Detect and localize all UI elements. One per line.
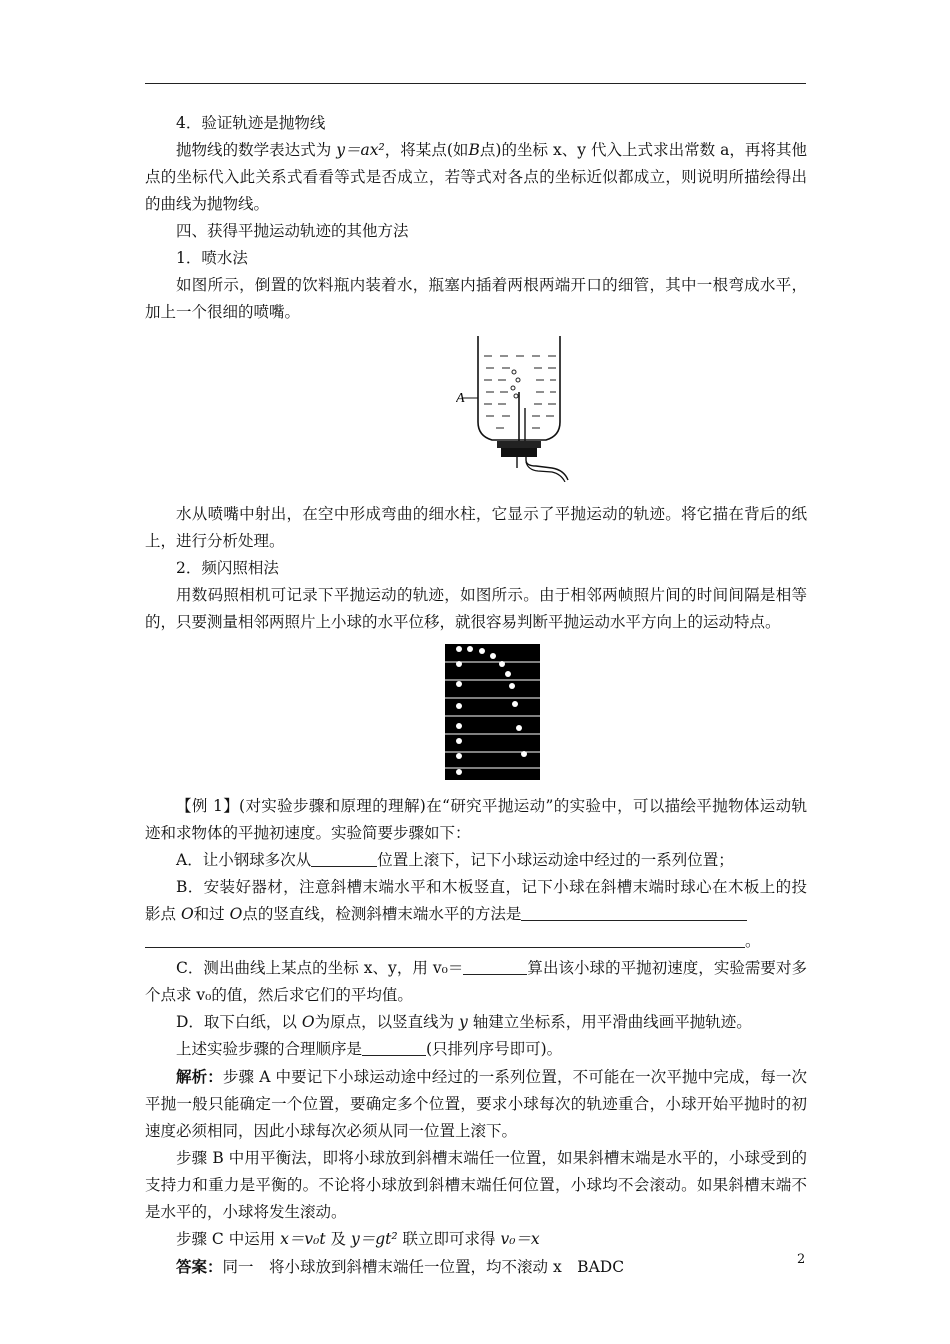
answer-paragraph: 答案：同一 将小球放到斜槽末端任一位置，均不滚动 x BADC bbox=[176, 1257, 625, 1276]
step-a: A．让小钢球多次从 位置上滚下，记下小球运动途中经过的一系列位置； bbox=[176, 851, 734, 869]
section4-heading: 4．验证轨迹是抛物线 bbox=[176, 114, 326, 132]
analysis-paragraph-1: 解析：步骤 A 中要记下小球运动途中经过的一系列位置，不可能在一次平抛中完成，每一次平抛一般只能确定一个位置，要确定多个位置，要求小球每次的轨迹重合，小球开始平抛时的初速度必须相同，因此小球每次必须从同一位置上滚下。 bbox=[145, 1067, 807, 1140]
analysis-paragraph-3: 步骤 C 中运用 x＝v₀t 及 y＝gt² 联立即可求得 v₀＝x bbox=[176, 1230, 540, 1248]
analysis-paragraph-2: 步骤 B 中用平衡法，即将小球放到斜槽末端任一位置，如果斜槽末端是水平的，小球受到的支持力和重力是平衡的。不论将小球放到斜槽末端任何位置，小球均不会滚动。如果斜槽末端不是水平的，小球将发生滚动。 bbox=[145, 1149, 807, 1221]
step-b-continuation: 。 bbox=[145, 928, 807, 955]
method1-after-paragraph: 水从喷嘴中射出，在空中形成弯曲的细水柱，它显示了平抛运动的轨迹。将它描在背后的纸上，进行分析处理。 bbox=[145, 505, 807, 550]
method1-heading: 1．喷水法 bbox=[176, 249, 248, 267]
page-number: 2 bbox=[797, 1252, 806, 1267]
document-body bbox=[145, 110, 807, 1281]
bottle-label-a: A bbox=[456, 391, 465, 406]
strobe-photo-figure bbox=[445, 644, 540, 780]
step-d: D．取下白纸，以 O为原点，以竖直线为 y 轴建立坐标系，用平滑曲线画平抛轨迹。 bbox=[176, 1013, 752, 1031]
section4-paragraph: 抛物线的数学表达式为 y＝ax²，将某点(如B点)的坐标 x、y 代入上式求出常数 a，再将其他点的坐标代入此关系式看看等式是否成立，若等式对各点的坐标近似都成立，则说明所描绘得出的曲线为抛物线。 bbox=[145, 141, 808, 213]
step-b: B．安装好器材，注意斜槽末端水平和木板竖直，记下小球在斜槽末端时球心在木板上的投影点 O和过 O点的竖直线，检测斜槽末端水平的方法是 bbox=[145, 878, 807, 923]
answer-label: 答案： bbox=[176, 1257, 223, 1276]
example1-paragraph: 【例 1】(对实验步骤和原理的理解)在“研究平抛运动”的实验中，可以描绘平抛物体运动轨迹和求物体的平抛初速度。实验简要步骤如下： bbox=[145, 797, 807, 842]
method2-heading: 2．频闪照相法 bbox=[176, 559, 279, 577]
water-bottle-figure bbox=[456, 332, 586, 482]
step-b-blank-2[interactable] bbox=[145, 931, 745, 948]
step-a-blank[interactable] bbox=[311, 850, 377, 867]
step-c: C．测出曲线上某点的坐标 x、y，用 v₀＝ 算出该小球的平抛初速度，实验需要对多个点求 v₀的值，然后求它们的平均值。 bbox=[145, 959, 807, 1004]
method2-paragraph: 用数码照相机可记录下平抛运动的轨迹，如图所示。由于相邻两帧照片间的时间间隔是相等的，只要测量相邻两照片上小球的水平位移，就很容易判断平抛运动水平方向上的运动特点。 bbox=[145, 586, 807, 631]
order-question: 上述实验步骤的合理顺序是 (只排列序号即可)。 bbox=[176, 1040, 563, 1058]
analysis-label: 解析： bbox=[176, 1067, 223, 1086]
example1-tag: 【例 1】 bbox=[176, 797, 240, 815]
header-rule bbox=[145, 83, 806, 84]
method1-paragraph: 如图所示，倒置的饮料瓶内装着水，瓶塞内插着两根两端开口的细管，其中一根弯成水平，加上一个很细的喷嘴。 bbox=[145, 276, 807, 321]
step-b-blank-1[interactable] bbox=[521, 904, 747, 921]
parabola-formula: y＝ax² bbox=[336, 141, 385, 159]
step-c-blank[interactable] bbox=[463, 958, 527, 975]
part4-heading: 四、获得平抛运动轨迹的其他方法 bbox=[176, 222, 409, 240]
order-blank[interactable] bbox=[362, 1039, 426, 1056]
